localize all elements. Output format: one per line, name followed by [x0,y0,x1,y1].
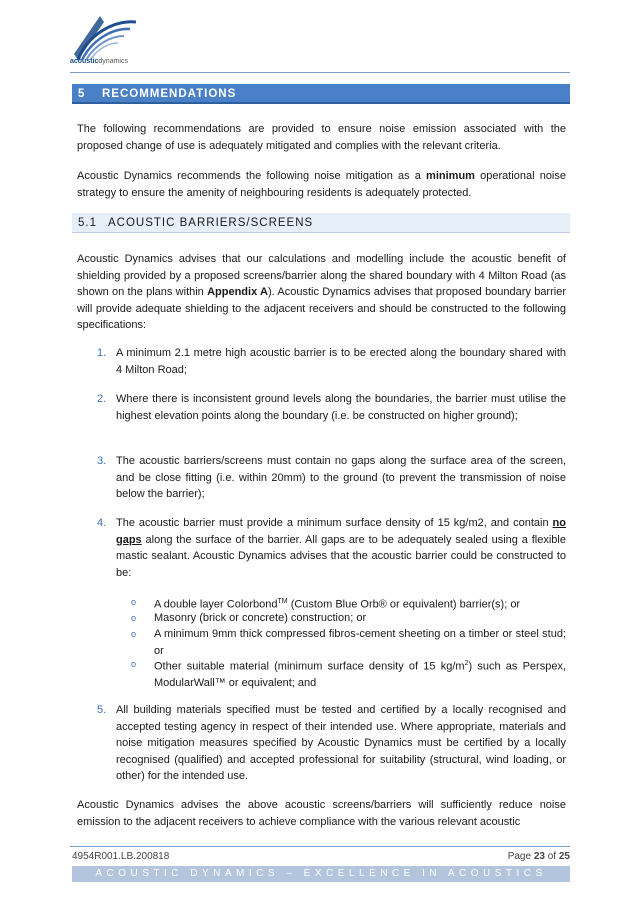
closing-paragraph: Acoustic Dynamics advises the above acoustic screens/barriers will sufficiently reduce noise emission to the adjacent receivers to achieve compliance with the various relevant acoustic [77,799,566,828]
list-text: The acoustic barrier must provide a minimum surface density of 15 kg/m2, and contain no gaps along the surface of the barrier. All gaps are to be adequately sealed using a flexible mastic sealant. Acoustic Dynamics advises that the acoustic barrier could be constructed to be: [116,517,566,579]
list-number: 5. [97,704,107,716]
intro-paragraph-1: The following recommendations are provided to ensure noise emission associated with the proposed change of use is adequately mitigated and complies with the relevant criteria. [77,123,566,152]
sub-list-text: A double layer Colorbond™ (Custom Blue Orb® or equivalent) barrier(s); or [154,598,521,611]
list-item [97,702,566,785]
sub-list-text: Masonry (brick or concrete) construction; or [154,612,367,624]
list-number: 2. [97,393,107,405]
bullet-icon: o [131,629,137,639]
section-title: RECOMMENDATIONS [102,88,237,100]
header-divider [70,72,570,73]
sub-list-text: Other suitable material (minimum surface density of 15 $kg/m^2$) such as Perspex, ModularWall™ or equivalent; and [154,660,566,690]
logo-wordmark: acousticdynamics [70,58,128,65]
list-number: 3. [97,455,107,467]
list-text: The acoustic barriers/screens must contain no gaps along the surface area of the screen, and be close fitting (i.e. within 20mm) to the ground (to prevent the transmission of noise below the barrier); [116,455,566,500]
list-text: Where there is inconsistent ground levels along the boundaries, the barrier must utilise the highest elevation points along the boundary (i.e. be constructed on higher ground); [116,393,566,422]
sub-list-text: A minimum 9mm thick compressed fibros-cement sheeting on a timber or steel stud; or [154,628,566,657]
page-number: Page 23 of 25 [507,851,570,862]
list-number: 1. [97,347,107,359]
subsection-intro-paragraph: Acoustic Dynamics advises that our calculations and modelling include the acoustic benefit of shielding provided by a proposed screens/barrier along the shared boundary with 4 Milton Road (as shown on the plans within Appendix A). Acoustic Dynamics advises that proposed boundary barrier will provide adequate shielding to the adjacent receivers and should be constructed to the following specifications: [77,253,566,331]
footer-divider [70,846,570,847]
section-heading [72,84,570,104]
sub-list-item [131,656,566,692]
list-item [97,345,566,378]
sub-list-item [131,626,566,659]
footer-tagline: ACOUSTIC DYNAMICS – EXCELLENCE IN ACOUSTICS [72,866,570,882]
list-item [97,515,566,581]
sub-list-item [131,610,566,627]
bullet-icon: o [131,659,137,669]
section-number: 5 [78,88,86,100]
list-item [97,391,566,424]
list-text: All building materials specified must be tested and certified by a locally recognised and accepted testing agency in respect of their intended use. Where appropriate, materials and noise mitigation measures specified by Acoustic Dynamics must be certified by a locally recognised (qualified) and accepted professional for suitability (structural, wind loading, or other) for the intended use. [116,704,566,782]
intro-paragraph-2: Acoustic Dynamics recommends the following noise mitigation as a minimum operational noise strategy to ensure the amenity of neighbouring residents is adequately protected. [77,170,566,199]
bullet-icon: o [131,597,137,607]
list-text: A minimum 2.1 metre high acoustic barrier is to be erected along the boundary shared with 4 Milton Road; [116,347,566,376]
bullet-icon: o [131,613,137,623]
document-reference: 4954R001.LB.200818 [72,851,170,862]
list-item [97,453,566,503]
subsection-number: 5.1 [78,217,97,229]
subsection-title: ACOUSTIC BARRIERS/SCREENS [108,217,314,229]
subsection-heading [72,213,570,233]
list-number: 4. [97,517,107,529]
